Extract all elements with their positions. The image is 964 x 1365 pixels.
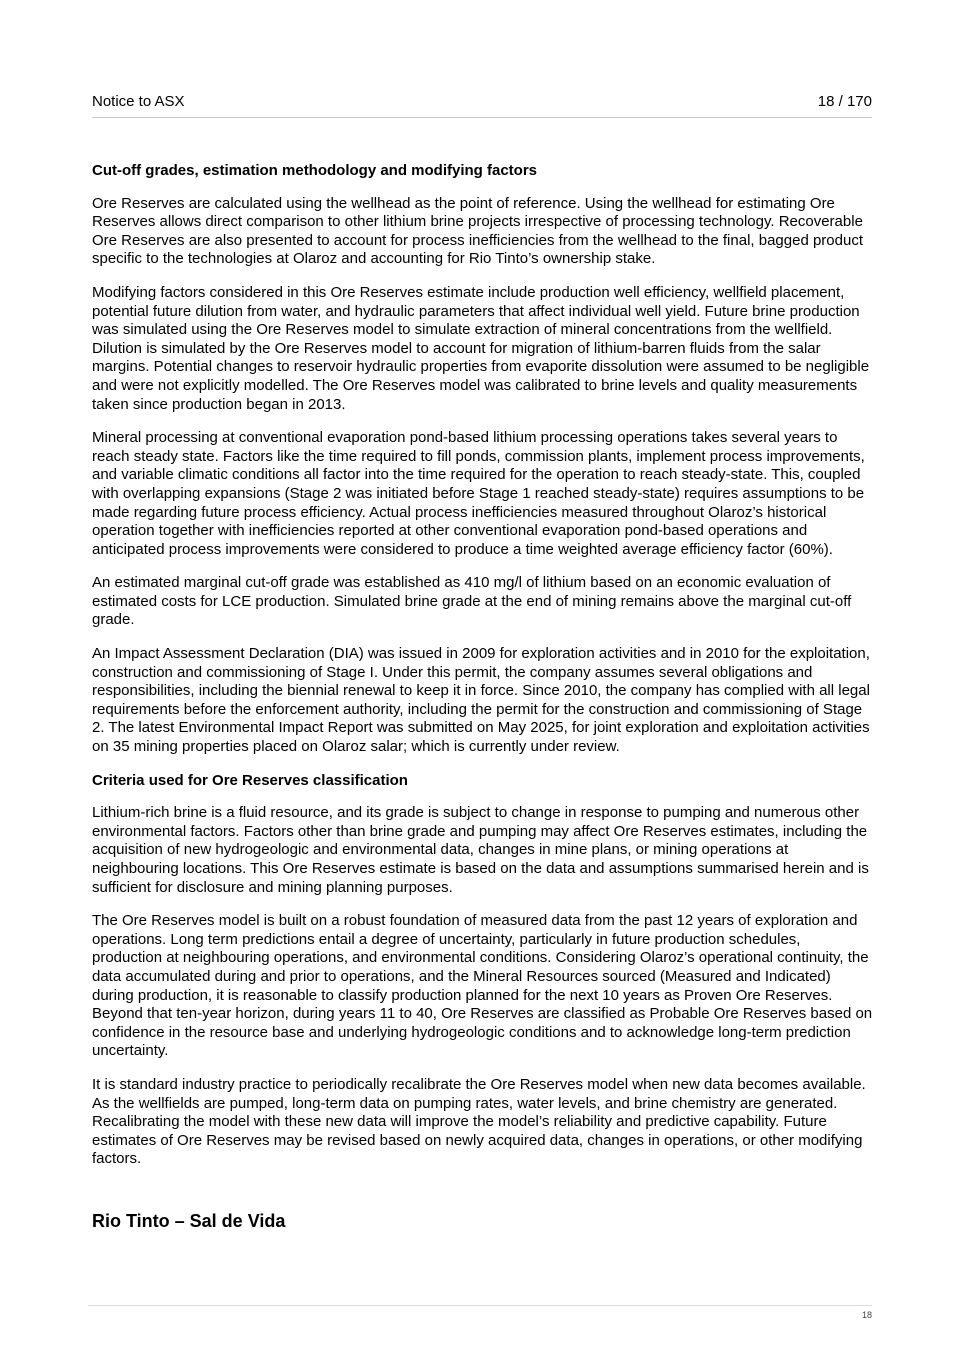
paragraph: An estimated marginal cut-off grade was established as 410 mg/l of lithium based on an economic evaluation of estimated costs for LCE production. Simulated brine grade at the end of mining remains above the marginal cut-off grade. [92,574,852,629]
paragraph: Ore Reserves are calculated using the wellhead as the point of reference. Using the wellhead for estimating Ore Reserves allows direct comparison to other lithium brine projects irrespective of processing technology. Recoverable Ore Reserves are also presented to account for process inefficiencies from the wellhead to the final, bagged product specific to the technologies at Olaroz and accounting for Rio Tinto’s ownership stake. [92,194,863,268]
paragraph: An Impact Assessment Declaration (DIA) was issued in 2009 for exploration activities and in 2010 for the exploitation, construction and commissioning of Stage I. Under this permit, the company assumes several obligations and responsibilities, including the biennial renewal to keep it in force. Since 2010, the company has complied with all legal requirements before the enforcement authority, including the permit for the construction and commissioning of Stage 2. The latest Environmental Impact Report was submitted on May 2025, for joint exploration and exploitation activities on 35 mining properties placed on Olaroz salar; which is currently under review. [92,645,870,756]
section-heading-criteria: Criteria used for Ore Reserves classification [92,771,408,789]
section-heading-cutoff: Cut-off grades, estimation methodology and modifying factors [92,162,538,179]
page-header [92,91,872,118]
document-title: Notice to ASX [92,93,185,110]
footer-page-number: 18 [861,1310,872,1320]
paragraph: It is standard industry practice to periodically recalibrate the Ore Reserves model when new data becomes available. As the wellfields are pumped, long-term data on pumping rates, water levels, and brine chemistry are generated. Recalibrating the model with these new data will improve the model’s reliability and predictive capability. Future estimates of Ore Reserves may be revised based on newly acquired data, changes in operations, or other modifying factors. [92,1075,866,1168]
page-footer [88,1305,872,1326]
paragraph: Lithium-rich brine is a fluid resource, and its grade is subject to change in response to pumping and numerous other environmental factors. Factors other than brine grade and pumping may affect Ore Reserves estimates, including the acquisition of new hydrogeologic and environmental data, changes in mine plans, or mining operations at neighbouring locations. This Ore Reserves estimate is based on the data and assumptions summarised herein and is sufficient for disclosure and mining planning purposes. [92,804,869,896]
paragraph: The Ore Reserves model is built on a robust foundation of measured data from the past 12 years of exploration and operations. Long term predictions entail a degree of uncertainty, particularly in future production schedules, production at neighbouring operations, and environmental conditions. Considering Olaroz’s operational continuity, the data accumulated during and prior to operations, and the Mineral Resources sourced (Measured and Indicated) during production, it is reasonable to classify production planned for the next 10 years as Proven Ore Reserves. Beyond that ten-year horizon, during years 11 to 40, Ore Reserves are classified as Probable Ore Reserves based on confidence in the resource base and underlying hydrogeologic conditions and to acknowledge long-term prediction uncertainty. [92,912,873,1060]
paragraph: Mineral processing at conventional evaporation pond-based lithium processing operations takes several years to reach steady state. Factors like the time required to fill ponds, commission plants, implement process improvements, and variable climatic conditions all factor into the time required for the operation to reach steady-state. This, coupled with overlapping expansions (Stage 2 was initiated before Stage 1 reached steady-state) requires assumptions to be made regarding future process efficiency. Actual process inefficiencies measured throughout Olaroz’s historical operation together with inefficiencies reported at other conventional evaporation pond-based operations and anticipated process improvements were considered to produce a time weighted average efficiency factor (60%). [92,429,865,558]
page-counter: 18 / 170 [817,93,872,110]
section-heading-sal-de-vida: Rio Tinto – Sal de Vida [92,1210,286,1231]
document-body [92,162,874,1232]
paragraph: Modifying factors considered in this Ore Reserves estimate include production well efficiency, wellfield placement, potential future dilution from water, and hydraulic parameters that affect individual well yield. Future brine production was simulated using the Ore Reserves model to simulate extraction of mineral concentrations from the wellfield. Dilution is simulated by the Ore Reserves model to account for migration of lithium-barren fluids from the salar margins. Potential changes to reservoir hydraulic properties from evaporite dissolution were assumed to be negligible and were not explicitly modelled. The Ore Reserves model was calibrated to brine levels and quality measurements taken since production began in 2013. [92,283,870,413]
